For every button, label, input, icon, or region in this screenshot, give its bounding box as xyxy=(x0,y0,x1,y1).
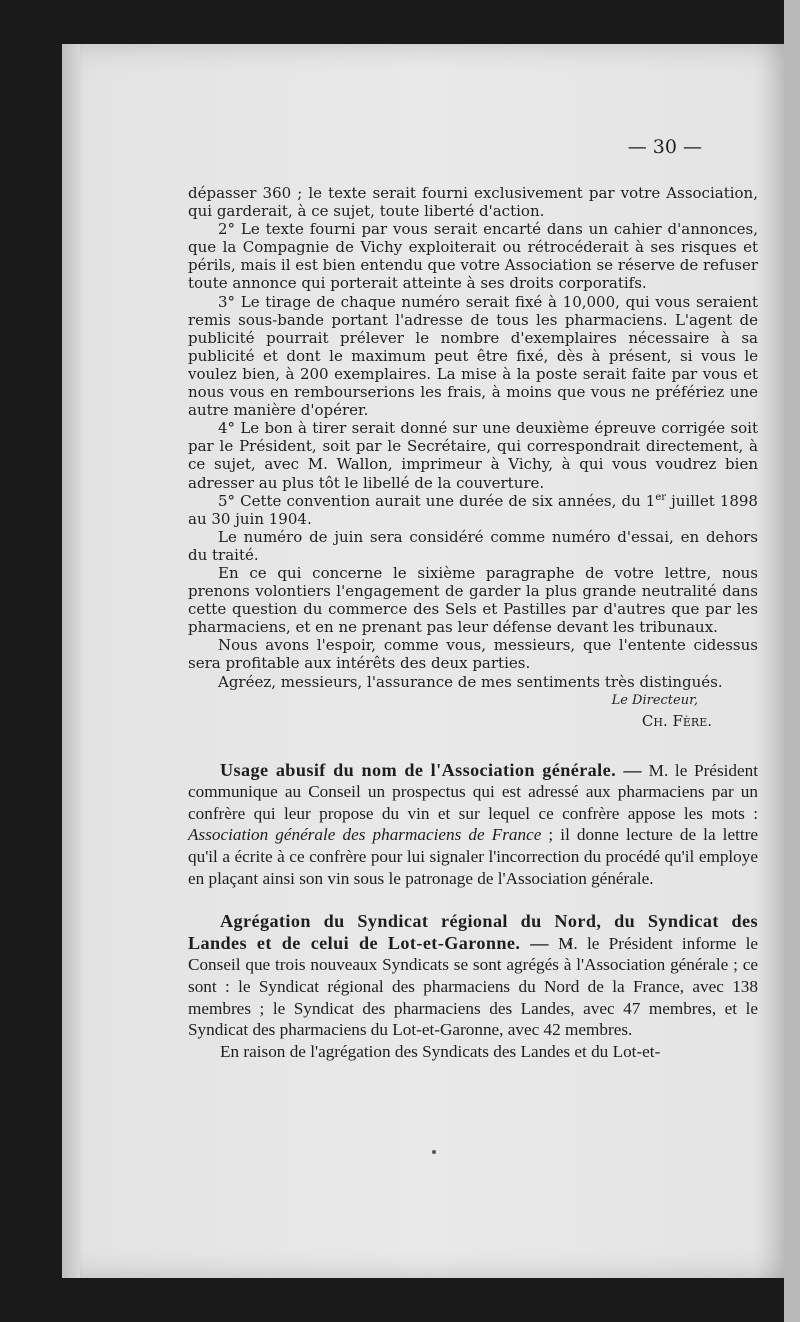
section-text: ; il donne lecture de la lettre qu'il a écrite à ce confrère pour lui signaler l'incorrection du procédé qu'il employe en plaçant ainsi son vin sous le patronage de l'Association générale. xyxy=(188,825,758,888)
letter-paragraph: 2° Le texte fourni par vous serait encarté dans un cahier d'annonces, que la Compagnie de Vichy exploiterait ou rétrocéderait à ses risques et périls, mais il est bien entendu que votre Association se réserve de refuser toute annonce qui porterait atteinte à ses droits corporatifs. xyxy=(188,220,758,293)
section-text: M. le Président informe le Conseil que trois nouveaux Syndicats se sont agrégés à l'Association générale ; ce sont : le Syndicat régional des pharmaciens du Nord de la France, avec 138 membres ; le Syndicat des pharmaciens des Landes, avec 47 membres, et le Syndicat des pharmaciens du Lot-et-Garonne, avec 42 membres. xyxy=(188,933,758,1040)
section-paragraph xyxy=(188,760,758,890)
scan-border xyxy=(784,0,800,1322)
signature-role: Le Directeur, xyxy=(611,692,698,708)
letter-paragraph: 3° Le tirage de chaque numéro serait fixé à 10,000, qui vous seraient remis sous-bande portant l'adresse de tous les pharmaciens. L'agent de publicité pourrait prélever le nombre d'exemplaires nécessaire à sa publicité et dont le maximum peut être fixé, dès à présent, si vous le voulez bien, à 200 exemplaires. La mise à la poste serait faite par vous et nous vous en rembourserions les frais, à moins que vous ne préfériez une autre manière d'opérer. xyxy=(188,292,758,420)
p5-superscript: er xyxy=(655,491,667,503)
binding-edge xyxy=(62,44,80,1278)
letter-paragraph: Agréez, messieurs, l'assurance de mes sentiments très distingués. xyxy=(218,672,723,691)
section-quote: Association générale des pharmaciens de France xyxy=(188,825,542,845)
section-paragraph: En raison de l'agrégation des Syndicats des Landes et du Lot-et- xyxy=(220,1041,661,1061)
letter-paragraph: Nous avons l'espoir, comme vous, messieurs, que l'entente cidessus sera profitable aux intérêts des deux parties. xyxy=(188,636,758,673)
letter-paragraph: 4° Le bon à tirer serait donné sur une deuxième épreuve corrigée soit par le Président, soit par le Secrétaire, qui correspondrait directement, à ce sujet, avec M. Wallon, imprimeur à Vichy, à qui vous voudrez bien adresser au plus tôt le libellé de la couverture. xyxy=(188,419,758,492)
section-heading: Agrégation du Syndicat régional du Nord, du Syndicat des Landes et de celui de Lot-et-Garonne. — xyxy=(188,911,758,953)
letter-paragraph: dépasser 360 ; le texte serait fourni exclusivement par votre Association, qui garderait, à ce sujet, toute liberté d'action. xyxy=(188,184,758,221)
letter-paragraph: Le numéro de juin sera considéré comme numéro d'essai, en dehors du traité. xyxy=(188,527,758,564)
p5-prefix: 5° Cette convention aurait une durée de six années, du 1 xyxy=(218,491,656,510)
section-usage-abusif xyxy=(188,760,758,890)
page-number: — 30 — xyxy=(627,136,702,158)
letter-paragraph: En ce qui concerne le sixième paragraphe de votre lettre, nous prenons volontiers l'engagement de garder la plus grande neutralité dans cette question du commerce des Sels et Pastilles par d'autres que par les pharmaciens, et en ne prenant pas leur défense devant les tribunaux. xyxy=(188,563,758,637)
section-text: M. le Président communique au Conseil un prospectus qui est adressé aux pharmaciens par un confrère qui leur propose du vin et sur lequel ce confrère appose les mots : xyxy=(188,760,758,823)
ink-speck xyxy=(432,1150,436,1154)
p5-suffix: juillet 1898 au 30 juin 1904. xyxy=(188,491,758,528)
signature-name: Ch. Fère. xyxy=(641,711,712,730)
section-agregation xyxy=(188,911,758,1062)
letter-body xyxy=(188,184,758,730)
section-paragraph xyxy=(188,911,758,1041)
page-content xyxy=(188,136,758,1062)
letter-paragraph xyxy=(188,492,758,528)
section-heading: Usage abusif du nom de l'Association générale. — xyxy=(220,759,642,780)
